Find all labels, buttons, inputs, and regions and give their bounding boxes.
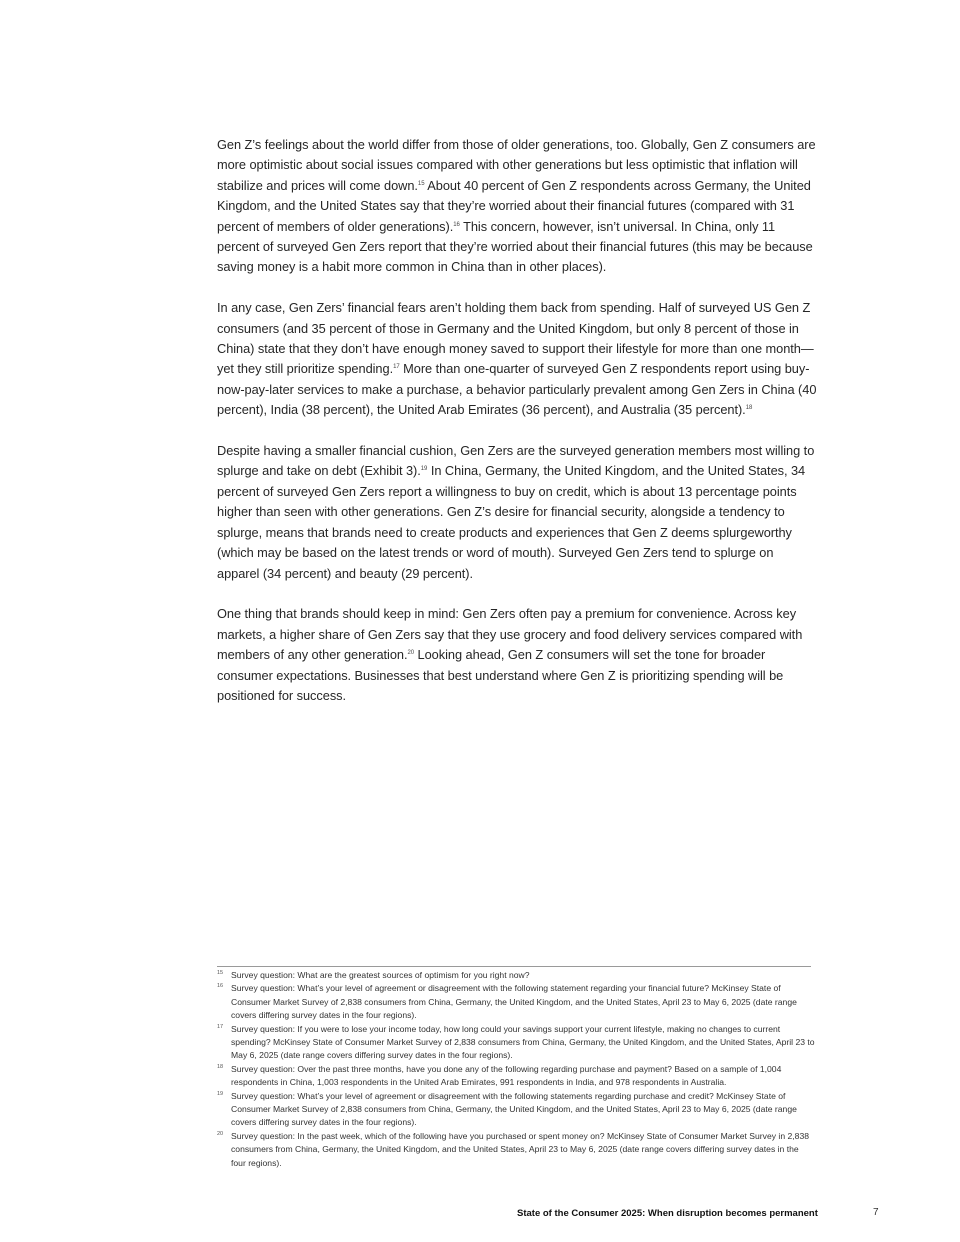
footnote-ref[interactable]: 16	[453, 221, 460, 228]
footnote	[217, 1023, 815, 1063]
paragraph-text: More than one-quarter of surveyed Gen Z respondents report using buy-now-pay-later services to make a purchase, a behavior particularly prevalent among Gen Zers in China (40 percent), India (38 percent), the United Arab Emirates (36 percent), and Australia (35 percent).	[217, 361, 817, 418]
paragraph-text: One thing that brands should keep in mind: Gen Zers often pay a premium for convenience. Across key markets, a higher share of Gen Zers say that they use grocery and food delivery services compared with members of any other generation.	[217, 606, 803, 663]
paragraph-text: In any case, Gen Zers’ financial fears aren’t holding them back from spending. Half of surveyed US Gen Z consumers (and 35 percent of those in Germany and the United Kingdom, but only 8 percent of those in China) state that they don’t have enough money saved to support their lifestyle for more than one month—yet they still prioritize spending.	[217, 300, 814, 377]
footnote	[217, 969, 815, 982]
footnote-number: 20	[217, 1130, 224, 1137]
footnote-ref[interactable]: 19	[420, 466, 428, 473]
footnote-text: Survey question: Over the past three months, have you done any of the following regarding purchase and payment? Based on a sample of 1,004 respondents in China, 1,003 respondents in the United Arab Emirates, 991 respondents in India, and 978 respondents in Australia.	[231, 1063, 782, 1088]
footnote-ref[interactable]: 17	[393, 364, 400, 371]
footnote-number: 19	[217, 1090, 224, 1097]
footnote-ref[interactable]: 15	[417, 180, 425, 187]
body-text	[217, 135, 817, 727]
footnote	[217, 1063, 815, 1090]
footnote	[217, 982, 815, 1022]
paragraph-text: About 40 percent of Gen Z respondents across Germany, the United Kingdom, and the United States say that they’re worried about their financial futures (compared with 31 percent of members of older generations).	[217, 177, 811, 234]
footnote-text: Survey question: What’s your level of agreement or disagreement with the following statement regarding your financial future? McKinsey State of Consumer Market Survey of 2,838 consumers from China, Germany, the United Kingdom, and the United States, April 23 to May 6, 2025 (date range covers differing survey dates in the four regions).	[231, 983, 797, 1021]
footnote-text: Survey question: In the past week, which of the following have you purchased or spent money on? McKinsey State of Consumer Market Survey in 2,838 consumers from China, Germany, the United Kingdom, and the United States, April 23 to May 6, 2025 (date range covers differing survey dates in the four regions).	[231, 1130, 810, 1168]
footer-title: State of the Consumer 2025: When disruption becomes permanent	[517, 1208, 818, 1219]
paragraph-text: This concern, however, isn’t universal. In China, only 11 percent of surveyed Gen Zers report that they’re worried about their financial futures (this may be because saving money is a habit more common in China than in other places).	[217, 218, 813, 275]
footnote-number: 17	[217, 1023, 224, 1030]
paragraph-text: Gen Z’s feelings about the world differ from those of older generations, too. Globally, Gen Z consumers are more optimistic about social issues compared with other generations but less optimistic that inflation will stabilize and prices will come down.	[217, 137, 816, 193]
page-number: 7	[873, 1207, 879, 1218]
footnote-text: Survey question: What are the greatest sources of optimism for you right now?	[231, 970, 530, 980]
footnote-ref[interactable]: 18	[745, 405, 753, 412]
paragraph-text: Looking ahead, Gen Z consumers will set the tone for broader consumer expectations. Businesses that best understand where Gen Z is prioritizing spending will be positioned for success.	[217, 647, 784, 703]
footnote-text: Survey question: If you were to lose your income today, how long could your savings support your current lifestyle, making no changes to current spending? McKinsey State of Consumer Market Survey of 2,838 consumers from China, Germany, the United Kingdom, and the United States, April 23 to May 6, 2025 (date range covers differing survey dates in the four regions).	[231, 1023, 815, 1061]
footnote-text: Survey question: What’s your level of agreement or disagreement with the following statements regarding purchase and credit? McKinsey State of Consumer Market Survey of 2,838 consumers from China, Germany, the United Kingdom, and the United States, April 23 to May 6, 2025 (date range covers differing survey dates in the four regions).	[231, 1090, 797, 1128]
footnote-number: 16	[217, 983, 224, 990]
footnote-number: 15	[217, 970, 224, 976]
paragraph	[217, 441, 817, 584]
footnote-ref[interactable]: 20	[407, 650, 415, 657]
footnote-divider	[217, 966, 811, 967]
footnote-number: 18	[217, 1063, 224, 1070]
footnote	[217, 1130, 815, 1170]
paragraph	[217, 604, 817, 706]
footnotes	[217, 969, 815, 1170]
paragraph	[217, 135, 817, 278]
paragraph-text: In China, Germany, the United Kingdom, and the United States, 34 percent of surveyed Gen Zers report a willingness to buy on credit, which is about 13 percentage points higher than seen with other generations. Gen Z’s desire for financial security, alongside a tendency to splurge, means that brands need to create products and experiences that Gen Z deems splurgeworthy (which may be based on the latest trends or word of mouth). Surveyed Gen Zers tend to splurge on apparel (34 percent) and beauty (29 percent).	[217, 463, 806, 581]
paragraph	[217, 298, 817, 420]
footnote	[217, 1090, 815, 1130]
paragraph-text: Despite having a smaller financial cushion, Gen Zers are the surveyed generation members most willing to splurge and take on debt (Exhibit 3).	[217, 443, 815, 479]
